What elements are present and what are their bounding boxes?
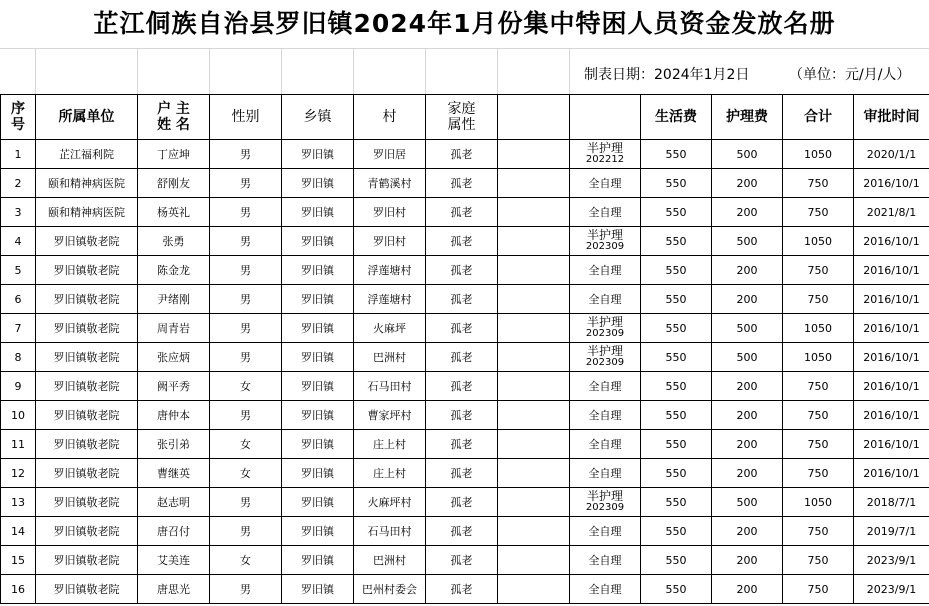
cell-living[interactable]: 550: [641, 314, 712, 343]
cell-care-type[interactable]: 全自理: [570, 169, 641, 198]
cell-name[interactable]: 唐仲本: [138, 401, 210, 430]
cell-blank[interactable]: [498, 285, 570, 314]
cell-name[interactable]: 张引弟: [138, 430, 210, 459]
cell-blank[interactable]: [498, 401, 570, 430]
table-row[interactable]: [1, 546, 929, 575]
cell-town[interactable]: 罗旧镇: [282, 401, 354, 430]
table-row[interactable]: [1, 459, 929, 488]
cell-family[interactable]: 孤老: [426, 169, 498, 198]
cell-unit[interactable]: 芷江福利院: [36, 140, 138, 169]
cell-gender[interactable]: 男: [210, 314, 282, 343]
cell-name[interactable]: 曹继英: [138, 459, 210, 488]
cell-town[interactable]: 罗旧镇: [282, 256, 354, 285]
cell-unit[interactable]: 罗旧镇敬老院: [36, 459, 138, 488]
cell-town[interactable]: 罗旧镇: [282, 517, 354, 546]
cell-family[interactable]: 孤老: [426, 459, 498, 488]
cell-seq[interactable]: 7: [1, 314, 36, 343]
cell-unit[interactable]: 罗旧镇敬老院: [36, 314, 138, 343]
cell-approve[interactable]: 2016/10/1: [854, 256, 929, 285]
cell-nursing[interactable]: 200: [712, 256, 783, 285]
cell-nursing[interactable]: 500: [712, 227, 783, 256]
header-total: 合计: [783, 95, 854, 140]
table-row[interactable]: [1, 169, 929, 198]
cell-unit[interactable]: 罗旧镇敬老院: [36, 546, 138, 575]
table-row[interactable]: [1, 198, 929, 227]
cell-gender[interactable]: 男: [210, 575, 282, 604]
cell-living[interactable]: 550: [641, 517, 712, 546]
header-care-type: [570, 95, 641, 140]
cell-blank[interactable]: [498, 198, 570, 227]
cell-total[interactable]: 750: [783, 517, 854, 546]
cell-living[interactable]: 550: [641, 401, 712, 430]
header-living: 生活费: [641, 95, 712, 140]
cell-unit[interactable]: 罗旧镇敬老院: [36, 372, 138, 401]
cell-unit[interactable]: 罗旧镇敬老院: [36, 401, 138, 430]
cell-total[interactable]: 1050: [783, 140, 854, 169]
table-row[interactable]: [1, 343, 929, 372]
cell-gender[interactable]: 男: [210, 140, 282, 169]
cell-living[interactable]: 550: [641, 140, 712, 169]
cell-village[interactable]: 罗旧村: [354, 227, 426, 256]
cell-living[interactable]: 550: [641, 546, 712, 575]
cell-total[interactable]: 750: [783, 285, 854, 314]
cell-care-type[interactable]: 全自理: [570, 198, 641, 227]
table-row[interactable]: [1, 372, 929, 401]
table-body: [1, 140, 929, 604]
cell-care-type[interactable]: 全自理: [570, 372, 641, 401]
cell-town[interactable]: 罗旧镇: [282, 285, 354, 314]
cell-town[interactable]: 罗旧镇: [282, 198, 354, 227]
cell-blank[interactable]: [498, 343, 570, 372]
cell-seq[interactable]: 13: [1, 488, 36, 517]
cell-living[interactable]: 550: [641, 227, 712, 256]
cell-unit[interactable]: 罗旧镇敬老院: [36, 488, 138, 517]
cell-seq[interactable]: 3: [1, 198, 36, 227]
cell-family[interactable]: 孤老: [426, 314, 498, 343]
cell-living[interactable]: 550: [641, 459, 712, 488]
care-code: 202309: [585, 328, 625, 339]
cell-care-type[interactable]: 全自理: [570, 459, 641, 488]
cell-care-type[interactable]: 全自理: [570, 285, 641, 314]
cell-nursing[interactable]: 200: [712, 430, 783, 459]
cell-unit[interactable]: 罗旧镇敬老院: [36, 285, 138, 314]
cell-total[interactable]: 750: [783, 430, 854, 459]
cell-blank[interactable]: [498, 140, 570, 169]
cell-gender[interactable]: 男: [210, 285, 282, 314]
cell-nursing[interactable]: 200: [712, 517, 783, 546]
cell-living[interactable]: 550: [641, 372, 712, 401]
cell-seq[interactable]: 1: [1, 140, 36, 169]
cell-blank[interactable]: [498, 169, 570, 198]
cell-gender[interactable]: 男: [210, 488, 282, 517]
cell-blank[interactable]: [498, 430, 570, 459]
cell-total[interactable]: 1050: [783, 227, 854, 256]
cell-town[interactable]: 罗旧镇: [282, 140, 354, 169]
cell-blank[interactable]: [498, 488, 570, 517]
cell-care-type[interactable]: 全自理: [570, 546, 641, 575]
cell-blank[interactable]: [498, 256, 570, 285]
cell-care-type[interactable]: 全自理: [570, 401, 641, 430]
cell-approve[interactable]: 2016/10/1: [854, 227, 929, 256]
cell-seq[interactable]: 9: [1, 372, 36, 401]
cell-name[interactable]: 丁应坤: [138, 140, 210, 169]
cell-unit[interactable]: 颐和精神病医院: [36, 198, 138, 227]
cell-blank[interactable]: [498, 575, 570, 604]
cell-care-type[interactable]: 全自理: [570, 430, 641, 459]
cell-total[interactable]: 1050: [783, 488, 854, 517]
cell-approve[interactable]: 2018/7/1: [854, 488, 929, 517]
cell-name[interactable]: 张勇: [138, 227, 210, 256]
cell-family[interactable]: 孤老: [426, 256, 498, 285]
cell-name[interactable]: 赵志明: [138, 488, 210, 517]
cell-nursing[interactable]: 200: [712, 169, 783, 198]
cell-blank[interactable]: [498, 227, 570, 256]
cell-total[interactable]: 750: [783, 401, 854, 430]
cell-gender[interactable]: 男: [210, 227, 282, 256]
cell-living[interactable]: 550: [641, 285, 712, 314]
care-code: 202309: [585, 241, 625, 252]
cell-approve[interactable]: 2016/10/1: [854, 372, 929, 401]
cell-gender[interactable]: 女: [210, 459, 282, 488]
cell-seq[interactable]: 14: [1, 517, 36, 546]
table-row[interactable]: [1, 430, 929, 459]
cell-village[interactable]: 巴州村委会: [354, 575, 426, 604]
cell-gender[interactable]: 男: [210, 343, 282, 372]
header-seq: 序号: [1, 95, 36, 140]
header-town: 乡镇: [282, 95, 354, 140]
cell-family[interactable]: 孤老: [426, 285, 498, 314]
care-type-label: 半护理: [586, 315, 623, 329]
cell-gender[interactable]: 男: [210, 198, 282, 227]
cell-seq[interactable]: 15: [1, 546, 36, 575]
cell-approve[interactable]: 2021/8/1: [854, 198, 929, 227]
register-table: [0, 94, 929, 604]
cell-total[interactable]: 750: [783, 546, 854, 575]
header-name: 户 主 姓 名: [138, 95, 210, 140]
cell-nursing[interactable]: 500: [712, 343, 783, 372]
cell-family[interactable]: 孤老: [426, 488, 498, 517]
cell-gender[interactable]: 女: [210, 546, 282, 575]
cell-name[interactable]: 周青岩: [138, 314, 210, 343]
cell-town[interactable]: 罗旧镇: [282, 430, 354, 459]
cell-seq[interactable]: 8: [1, 343, 36, 372]
table-row[interactable]: [1, 401, 929, 430]
cell-family[interactable]: 孤老: [426, 430, 498, 459]
cell-approve[interactable]: 2016/10/1: [854, 343, 929, 372]
cell-village[interactable]: 青鹤溪村: [354, 169, 426, 198]
cell-unit[interactable]: 罗旧镇敬老院: [36, 227, 138, 256]
cell-town[interactable]: 罗旧镇: [282, 546, 354, 575]
cell-nursing[interactable]: 200: [712, 401, 783, 430]
cell-town[interactable]: 罗旧镇: [282, 459, 354, 488]
cell-nursing[interactable]: 200: [712, 546, 783, 575]
cell-unit[interactable]: 颐和精神病医院: [36, 169, 138, 198]
cell-name[interactable]: 杨英礼: [138, 198, 210, 227]
cell-seq[interactable]: 2: [1, 169, 36, 198]
cell-village[interactable]: 罗旧居: [354, 140, 426, 169]
cell-gender[interactable]: 女: [210, 372, 282, 401]
cell-town[interactable]: 罗旧镇: [282, 372, 354, 401]
cell-unit[interactable]: 罗旧镇敬老院: [36, 575, 138, 604]
cell-care-type[interactable]: 全自理: [570, 256, 641, 285]
header-village: 村: [354, 95, 426, 140]
currency-unit: （单位：元/月/人）: [789, 67, 911, 83]
document-title: 芷江侗族自治县罗旧镇2024年1月份集中特困人员资金发放名册: [93, 9, 836, 38]
table-row[interactable]: [1, 575, 929, 604]
cell-care-type[interactable]: [570, 343, 641, 372]
cell-seq[interactable]: 12: [1, 459, 36, 488]
cell-nursing[interactable]: 200: [712, 459, 783, 488]
cell-seq[interactable]: 5: [1, 256, 36, 285]
cell-name[interactable]: 艾美连: [138, 546, 210, 575]
cell-family[interactable]: 孤老: [426, 227, 498, 256]
cell-name[interactable]: 尹绪刚: [138, 285, 210, 314]
cell-village[interactable]: 火麻坪: [354, 314, 426, 343]
header-nursing: 护理费: [712, 95, 783, 140]
table-row[interactable]: [1, 314, 929, 343]
cell-gender[interactable]: 男: [210, 169, 282, 198]
table-row[interactable]: [1, 140, 929, 169]
cell-total[interactable]: 750: [783, 198, 854, 227]
cell-gender[interactable]: 男: [210, 517, 282, 546]
table-row[interactable]: [1, 488, 929, 517]
cell-village[interactable]: 巴洲村: [354, 343, 426, 372]
care-code: 202212: [585, 154, 625, 165]
cell-living[interactable]: 550: [641, 169, 712, 198]
cell-approve[interactable]: 2016/10/1: [854, 430, 929, 459]
cell-total[interactable]: 750: [783, 169, 854, 198]
cell-gender[interactable]: 男: [210, 256, 282, 285]
cell-living[interactable]: 550: [641, 256, 712, 285]
care-code: 202309: [585, 502, 625, 513]
cell-unit[interactable]: 罗旧镇敬老院: [36, 517, 138, 546]
cell-care-type[interactable]: [570, 140, 641, 169]
cell-family[interactable]: 孤老: [426, 517, 498, 546]
cell-approve[interactable]: 2019/7/1: [854, 517, 929, 546]
cell-approve[interactable]: 2023/9/1: [854, 575, 929, 604]
cell-approve[interactable]: 2016/10/1: [854, 459, 929, 488]
table-date: 制表日期：2024年1月2日: [584, 67, 750, 83]
cell-name[interactable]: 阙平秀: [138, 372, 210, 401]
header-family: 家庭属性: [426, 95, 498, 140]
cell-care-type[interactable]: [570, 227, 641, 256]
cell-nursing[interactable]: 500: [712, 314, 783, 343]
table-row[interactable]: [1, 517, 929, 546]
cell-village[interactable]: 曹家坪村: [354, 401, 426, 430]
cell-care-type[interactable]: 全自理: [570, 575, 641, 604]
table-row[interactable]: [1, 256, 929, 285]
cell-seq[interactable]: 16: [1, 575, 36, 604]
cell-town[interactable]: 罗旧镇: [282, 314, 354, 343]
cell-village[interactable]: 巴洲村: [354, 546, 426, 575]
care-type-label: 半护理: [586, 228, 623, 242]
cell-name[interactable]: 陈金龙: [138, 256, 210, 285]
cell-gender[interactable]: 女: [210, 430, 282, 459]
cell-town[interactable]: 罗旧镇: [282, 343, 354, 372]
cell-approve[interactable]: 2016/10/1: [854, 401, 929, 430]
cell-town[interactable]: 罗旧镇: [282, 227, 354, 256]
care-type-label: 半护理: [586, 489, 623, 503]
cell-family[interactable]: 孤老: [426, 140, 498, 169]
cell-nursing[interactable]: 500: [712, 488, 783, 517]
cell-nursing[interactable]: 200: [712, 285, 783, 314]
cell-living[interactable]: 550: [641, 488, 712, 517]
cell-care-type[interactable]: [570, 488, 641, 517]
cell-name[interactable]: 张应炳: [138, 343, 210, 372]
cell-village[interactable]: 罗旧村: [354, 198, 426, 227]
cell-approve[interactable]: 2020/1/1: [854, 140, 929, 169]
cell-total[interactable]: 750: [783, 372, 854, 401]
cell-approve[interactable]: 2016/10/1: [854, 169, 929, 198]
care-type-label: 半护理: [586, 344, 623, 358]
cell-unit[interactable]: 罗旧镇敬老院: [36, 256, 138, 285]
cell-family[interactable]: 孤老: [426, 401, 498, 430]
cell-living[interactable]: 550: [641, 430, 712, 459]
cell-seq[interactable]: 6: [1, 285, 36, 314]
cell-family[interactable]: 孤老: [426, 575, 498, 604]
cell-village[interactable]: 庄上村: [354, 430, 426, 459]
cell-total[interactable]: 750: [783, 256, 854, 285]
cell-total[interactable]: 1050: [783, 343, 854, 372]
header-gender: 性别: [210, 95, 282, 140]
cell-town[interactable]: 罗旧镇: [282, 169, 354, 198]
header-row: [1, 95, 929, 140]
cell-nursing[interactable]: 200: [712, 575, 783, 604]
table-row[interactable]: [1, 227, 929, 256]
cell-nursing[interactable]: 200: [712, 372, 783, 401]
cell-blank[interactable]: [498, 517, 570, 546]
cell-unit[interactable]: 罗旧镇敬老院: [36, 343, 138, 372]
care-code: 202309: [585, 357, 625, 368]
cell-family[interactable]: 孤老: [426, 343, 498, 372]
cell-living[interactable]: 550: [641, 343, 712, 372]
cell-name[interactable]: 舒刚友: [138, 169, 210, 198]
cell-blank[interactable]: [498, 314, 570, 343]
header-unit: 所属单位: [36, 95, 138, 140]
cell-care-type[interactable]: [570, 314, 641, 343]
cell-family[interactable]: 孤老: [426, 198, 498, 227]
cell-total[interactable]: 750: [783, 575, 854, 604]
cell-seq[interactable]: 4: [1, 227, 36, 256]
cell-approve[interactable]: 2016/10/1: [854, 285, 929, 314]
cell-family[interactable]: 孤老: [426, 546, 498, 575]
cell-village[interactable]: 浮莲塘村: [354, 285, 426, 314]
cell-approve[interactable]: 2023/9/1: [854, 546, 929, 575]
cell-approve[interactable]: 2016/10/1: [854, 314, 929, 343]
cell-living[interactable]: 550: [641, 198, 712, 227]
header-approve: 审批时间: [854, 95, 929, 140]
cell-unit[interactable]: 罗旧镇敬老院: [36, 430, 138, 459]
cell-name[interactable]: 唐思光: [138, 575, 210, 604]
cell-name[interactable]: 唐召付: [138, 517, 210, 546]
cell-blank[interactable]: [498, 459, 570, 488]
cell-village[interactable]: 石马田村: [354, 372, 426, 401]
cell-total[interactable]: 1050: [783, 314, 854, 343]
cell-blank[interactable]: [498, 546, 570, 575]
table-row[interactable]: [1, 285, 929, 314]
cell-living[interactable]: 550: [641, 575, 712, 604]
cell-town[interactable]: 罗旧镇: [282, 575, 354, 604]
cell-seq[interactable]: 10: [1, 401, 36, 430]
cell-nursing[interactable]: 200: [712, 198, 783, 227]
cell-village[interactable]: 庄上村: [354, 459, 426, 488]
cell-nursing[interactable]: 500: [712, 140, 783, 169]
cell-blank[interactable]: [498, 372, 570, 401]
cell-family[interactable]: 孤老: [426, 372, 498, 401]
care-type-label: 半护理: [586, 141, 623, 155]
cell-gender[interactable]: 男: [210, 401, 282, 430]
header-blank: [498, 95, 570, 140]
cell-total[interactable]: 750: [783, 459, 854, 488]
cell-village[interactable]: 石马田村: [354, 517, 426, 546]
cell-care-type[interactable]: 全自理: [570, 517, 641, 546]
cell-town[interactable]: 罗旧镇: [282, 488, 354, 517]
cell-village[interactable]: 火麻坪村: [354, 488, 426, 517]
cell-village[interactable]: 浮莲塘村: [354, 256, 426, 285]
cell-seq[interactable]: 11: [1, 430, 36, 459]
